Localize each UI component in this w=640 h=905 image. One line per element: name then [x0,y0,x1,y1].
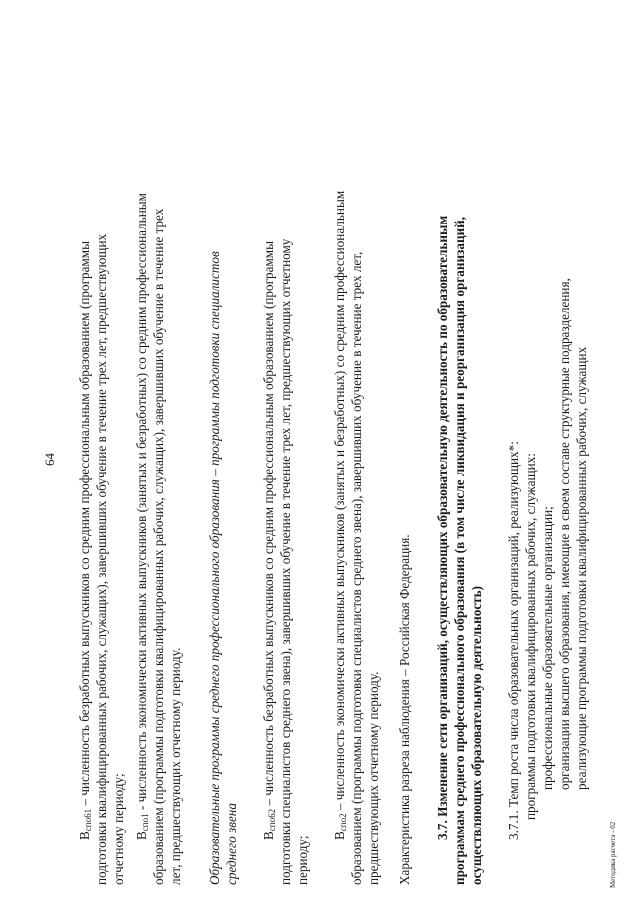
section-3-7-heading-line-3: осуществляющих образовательную деятельность) [469,585,484,885]
b2-line-3: лет, предшествующих отчетному периоду. [168,647,183,885]
var-b-spo2: В [332,831,347,840]
b5-line-3: предшествующих отчетному периоду. [366,671,381,885]
b5-line-2: образованием (программы подготовки специалистов среднего звена), завершивших обучение в течение трех лет, [349,251,364,885]
item-3-7-1-line-2: программы подготовки квалифицированных рабочих, служащих: [523,453,538,820]
b2-line-1 [135,193,150,840]
item-3-7-1-line-5: реализующие программы подготовки квалифицированных рабочих, служащих [574,346,589,790]
var-b-spo62: В [261,831,276,840]
item-3-7-1-line-3: профессиональные образовательные организации; [540,506,555,790]
b4-line-1 [262,241,277,840]
b3-line-2: среднего звена [224,803,239,885]
b4-line-2: подготовки специалистов среднего звена), завершивших обучение в течение трех лет, предшествующих отчетному [278,238,293,885]
var-b-spo61-subscript: спо61 [83,808,93,832]
section-3-7-heading-line-2: программам среднего профессионального образования (в том числе ликвидация и реорганизация организаций, [452,216,467,885]
b5-line-1-text: – численность экономически активных выпускников (занятых и безработных) со средним профессиональным [332,190,347,814]
page-footer: Методика расчета - 02 [609,821,617,888]
b1-line-2: подготовки квалифицированных рабочих, служащих), завершивших обучение в течение трех лет, предшествующих [94,233,109,885]
b2-line-2: образованием (программы подготовки квалифицированных рабочих, служащих), завершивших обучение в течение трех [151,208,166,885]
b5-line-1 [333,191,348,840]
item-3-7-1-title: 3.7.1. Темп роста числа образовательных организаций, реализующих*: [506,441,521,840]
page-number: 64 [42,453,57,466]
var-b-spo61: В [77,831,92,840]
b3-line-1: Образовательные программы среднего профессионального образования – программы подготовки специалистов [207,251,222,885]
var-b-spo62-subscript: спо62 [267,808,277,832]
var-b-spo1-subscript: спо1 [140,813,150,832]
b1-line-1 [78,241,93,840]
section-3-7-heading-line-1: 3.7. Изменение сети организаций, осуществляющих образовательную деятельность по образовательным [435,215,450,840]
b1-line-3: отчетному периоду; [111,773,126,885]
b4-line-3: периоду; [295,835,310,885]
var-b-spo2-subscript: спо2 [338,813,348,832]
b1-line-1-text: – численность безработных выпускников со средним профессиональным образованием (программы [77,241,92,809]
b6-line-1: Характеристика разреза наблюдения – Российская Федерация. [397,534,412,885]
b2-line-1-text: - численность экономически активных выпускников (занятых и безработных) со средним профессиональным [134,193,149,814]
item-3-7-1-line-4: организации высшего образования, имеющие в своем составе структурные подразделения, [557,278,572,790]
var-b-spo1: В [134,831,149,840]
b4-line-1-text: – численность безработных выпускников со средним профессиональным образованием (программы [261,241,276,809]
